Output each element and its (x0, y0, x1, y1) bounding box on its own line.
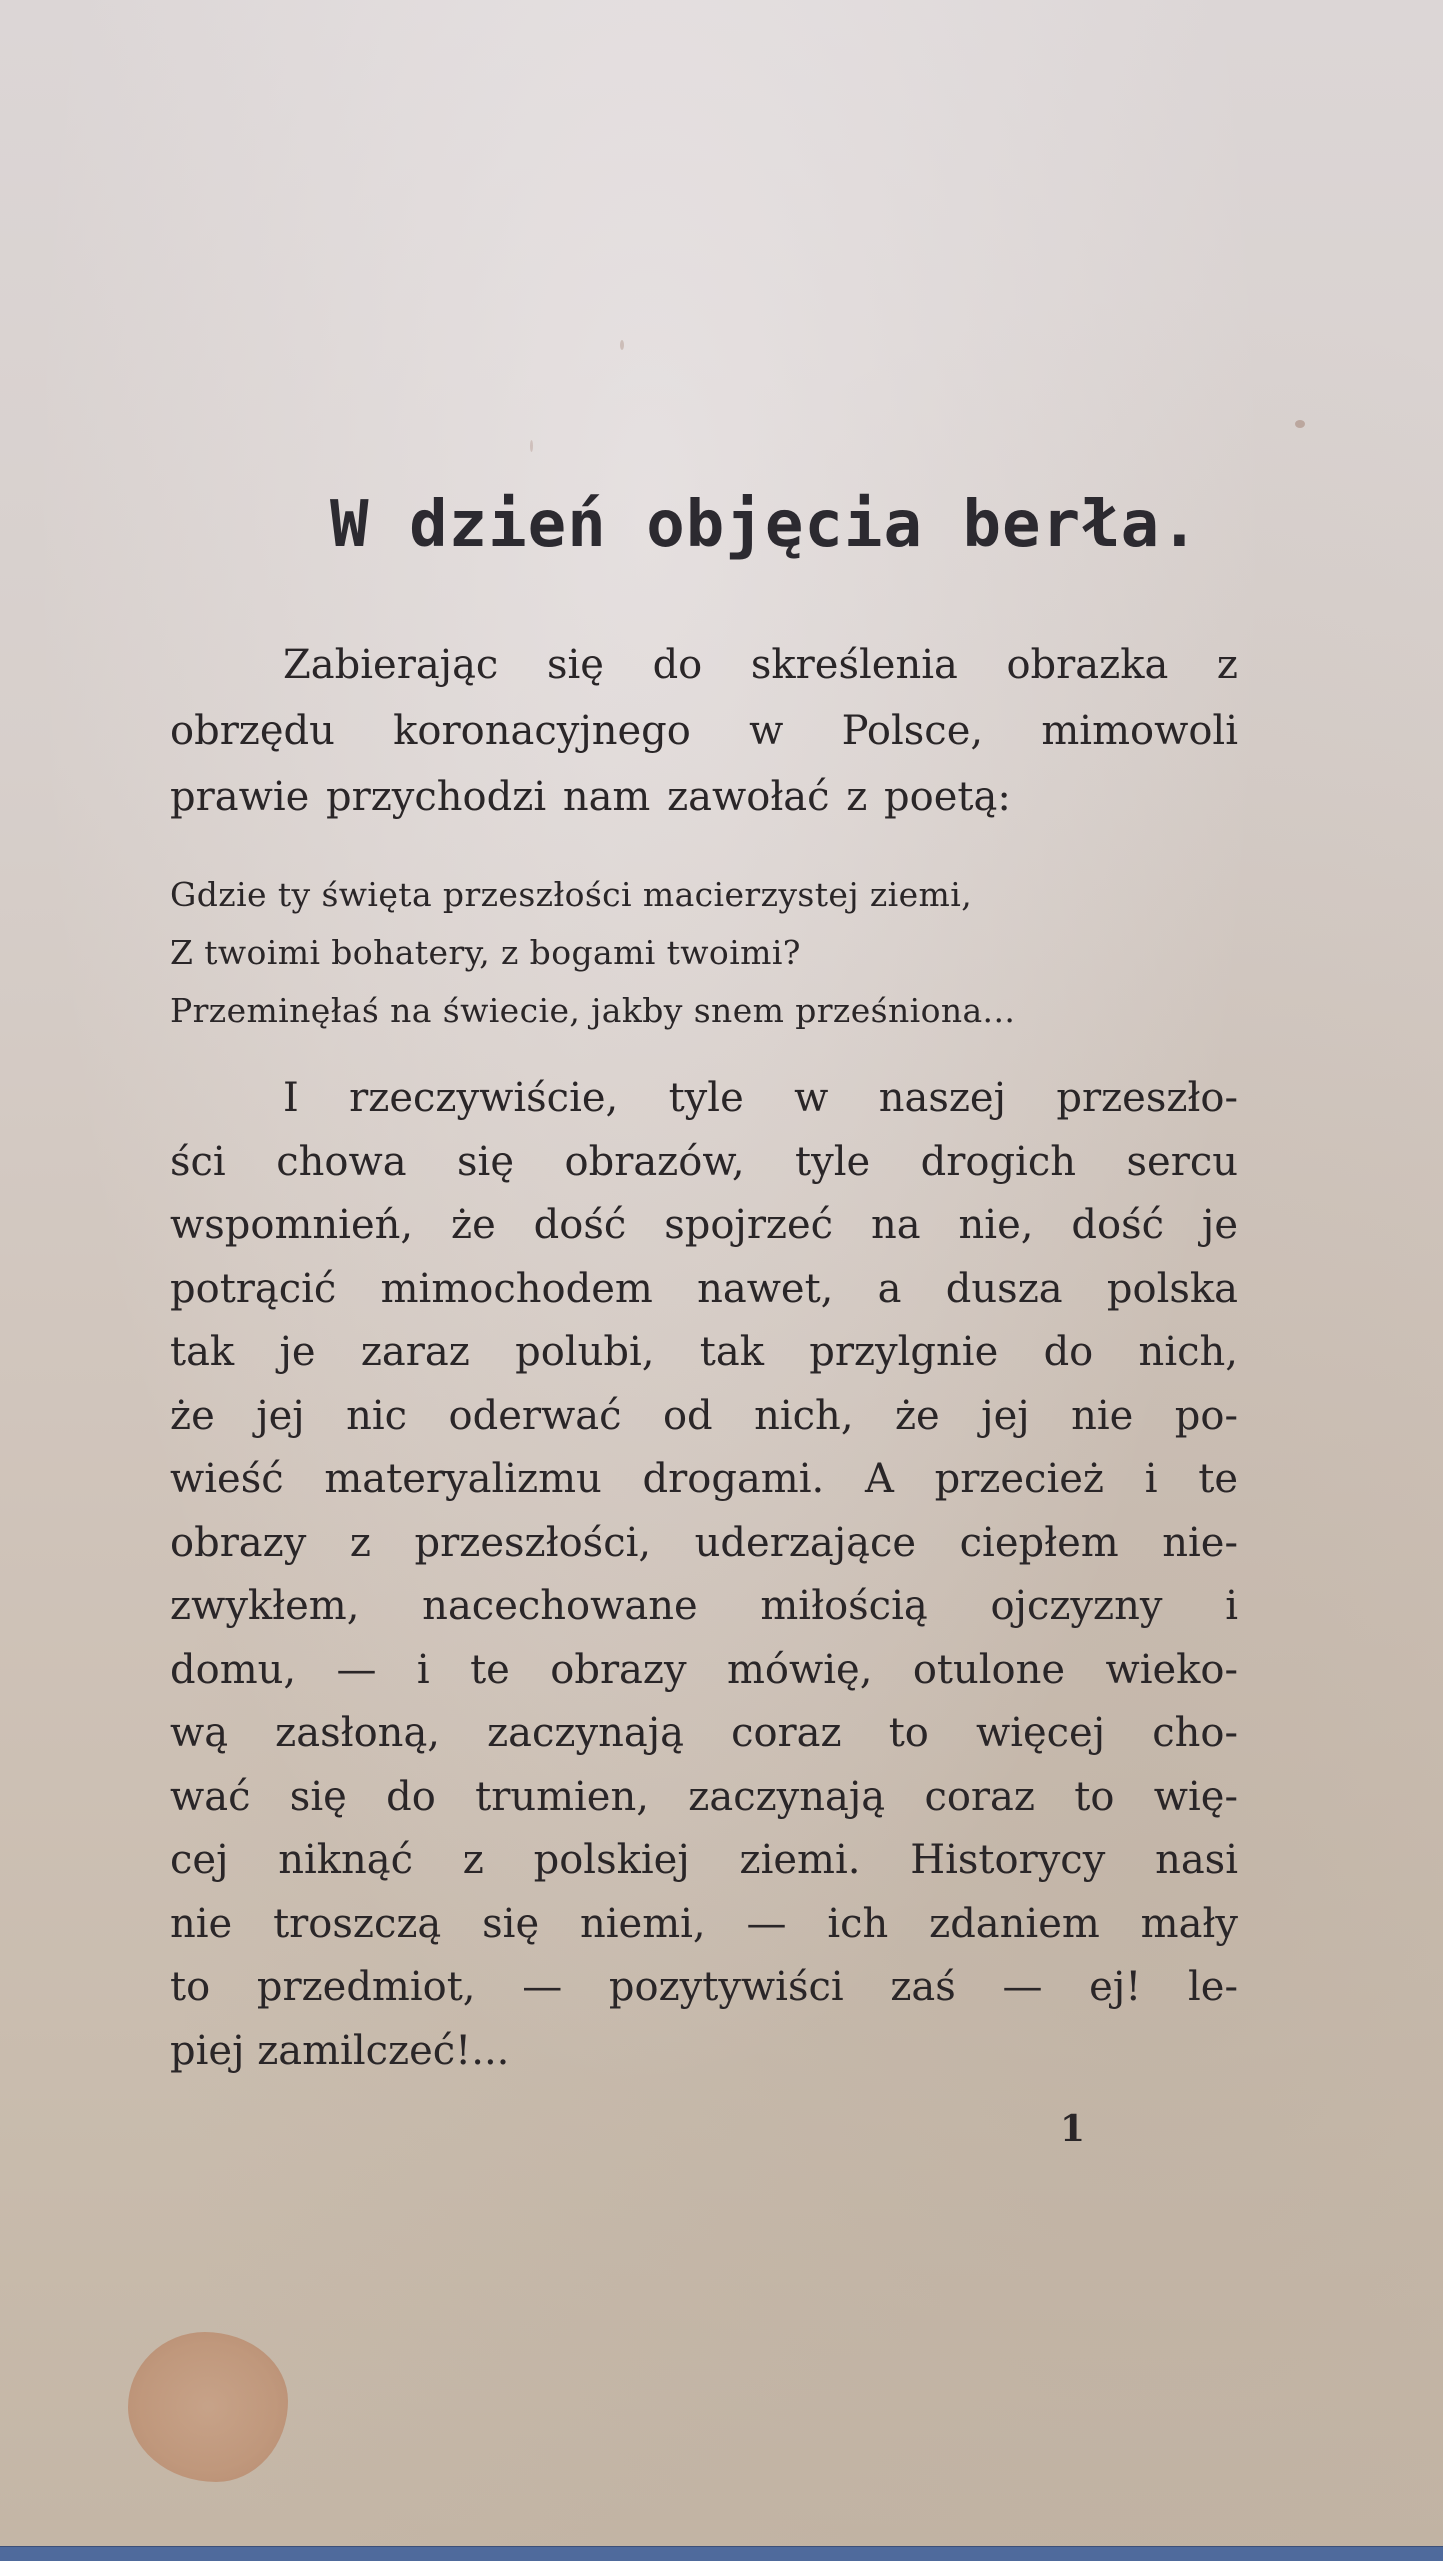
text-line: to przedmiot, — pozytywiści zaś — ej! le- (170, 1964, 1238, 2010)
text-line: Zabierając się do skreślenia obrazka z (283, 642, 1238, 688)
text-line: że jej nic oderwać od nich, że jej nie po- (170, 1392, 1238, 1439)
text-line: zwykłem, nacechowane miłością ojczyzny i (170, 1583, 1238, 1629)
text-line: potrącić mimochodem nawet, a dusza polska (170, 1265, 1238, 1312)
body-paragraph (170, 1067, 1238, 2083)
text-line: obrazy z przeszłości, uderzające ciepłem nie- (170, 1519, 1238, 1566)
text-line: piej zamilczeć!... (170, 2027, 510, 2074)
text-line: wspomnień, że dość spojrzeć na nie, dość je (170, 1202, 1238, 1248)
verse-quote (170, 866, 1238, 1040)
text-line: wieść materyalizmu drogami. A przecież i te (170, 1456, 1238, 1502)
verse-line: Gdzie ty święta przeszłości macierzystej ziemi, (170, 875, 973, 914)
text-line: ści chowa się obrazów, tyle drogich sercu (170, 1138, 1238, 1185)
text-line: prawie przychodzi nam zawołać z poetą: (170, 774, 1011, 820)
water-stain (128, 2332, 288, 2482)
text-line: domu, — i te obrazy mówię, otulone wieko- (170, 1646, 1238, 1693)
text-line: obrzędu koronacyjnego w Polsce, mimowoli (170, 708, 1238, 754)
text-line: nie troszczą się niemi, — ich zdaniem mały (170, 1900, 1238, 1947)
paper-speck (530, 440, 533, 452)
paper-speck (620, 340, 624, 350)
background-surface-edge (0, 2546, 1443, 2561)
text-line: cej niknąć z polskiej ziemi. Historycy nasi (170, 1837, 1238, 1883)
paper-speck (1295, 420, 1305, 428)
text-line: wać się do trumien, zaczynają coraz to wię- (170, 1773, 1238, 1820)
text-line: I rzeczywiście, tyle w naszej przeszło- (283, 1075, 1238, 1121)
chapter-title: W dzień objęcia berła. (330, 488, 1200, 562)
page-number: 1 (1060, 2108, 1086, 2150)
text-line: tak je zaraz polubi, tak przylgnie do nich, (170, 1329, 1238, 1375)
intro-paragraph (170, 632, 1238, 830)
verse-line: Przeminęłaś na świecie, jakby snem prześniona... (170, 991, 1016, 1030)
text-line: wą zasłoną, zaczynają coraz to więcej cho- (170, 1710, 1238, 1756)
verse-line: Z twoimi bohatery, z bogami twoimi? (170, 933, 801, 972)
